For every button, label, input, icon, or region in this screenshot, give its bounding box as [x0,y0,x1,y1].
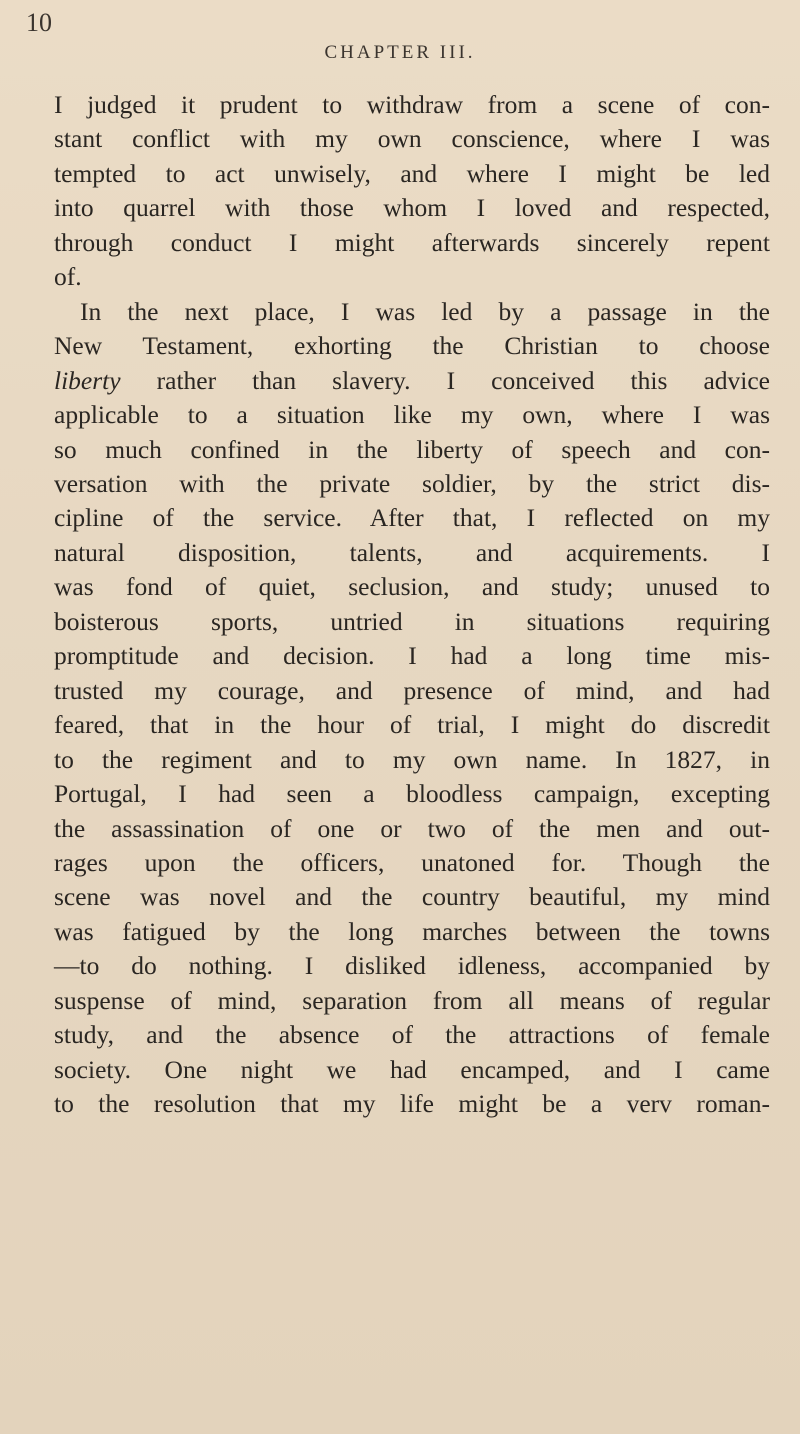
text-line: promptitude and decision. I had a long time mis- [54,641,770,671]
page-number: 10 [26,8,52,37]
text-line: boisterous sports, untried in situations requiring [54,606,770,636]
text-line: I judged it prudent to withdraw from a scene of con- [54,90,770,119]
text-line: In the next place, I was led by a passage in the [80,296,770,326]
text-line: into quarrel with those whom I loved and respected, [54,193,770,223]
text-line: feared, that in the hour of trial, I might do discredit [54,710,770,740]
text-line: natural disposition, talents, and acquirements. I [54,537,770,567]
text-line: through conduct I might afterwards sincerely repent [54,227,770,257]
text-line: study, and the absence of the attractions of female [54,1020,770,1050]
text-line: trusted my courage, and presence of mind, and had [54,675,770,705]
text-line: New Testament, exhorting the Christian to choose [54,331,770,361]
text-line: society. One night we had encamped, and I came [54,1054,770,1084]
text-line: was fond of quiet, seclusion, and study; unused to [54,572,770,602]
text-line: stant conflict with my own conscience, where I was [54,124,770,154]
text-line: the assassination of one or two of the men and out- [54,813,770,843]
text-line: of. [54,262,82,292]
running-head: CHAPTER III. [324,42,476,63]
text-line: suspense of mind, separation from all means of regular [54,985,770,1015]
text-line: rages upon the officers, unatoned for. Though the [54,847,770,877]
text-line: to the regiment and to my own name. In 1827, in [54,744,770,774]
italic-word: liberty [54,365,121,395]
text-line: versation with the private soldier, by the strict dis- [54,468,770,498]
body-text [54,88,770,1122]
text-line: applicable to a situation like my own, where I was [54,400,770,430]
text-line: so much confined in the liberty of speech and con- [54,434,770,464]
text-line-with-italic [54,364,770,398]
text-line: was fatigued by the long marches between the towns [54,916,770,946]
text-line: —to do nothing. I disliked idleness, accompanied by [54,951,770,981]
text-line-rest: rather than slavery. I conceived this advice [156,365,771,395]
text-line: cipline of the service. After that, I reflected on my [54,503,770,533]
text-line: Portugal, I had seen a bloodless campaign, excepting [54,779,770,809]
text-line: to the resolution that my life might be a verv roman- [54,1089,770,1119]
text-line: scene was novel and the country beautiful, my mind [54,882,770,912]
text-line: tempted to act unwisely, and where I might be led [54,158,770,188]
